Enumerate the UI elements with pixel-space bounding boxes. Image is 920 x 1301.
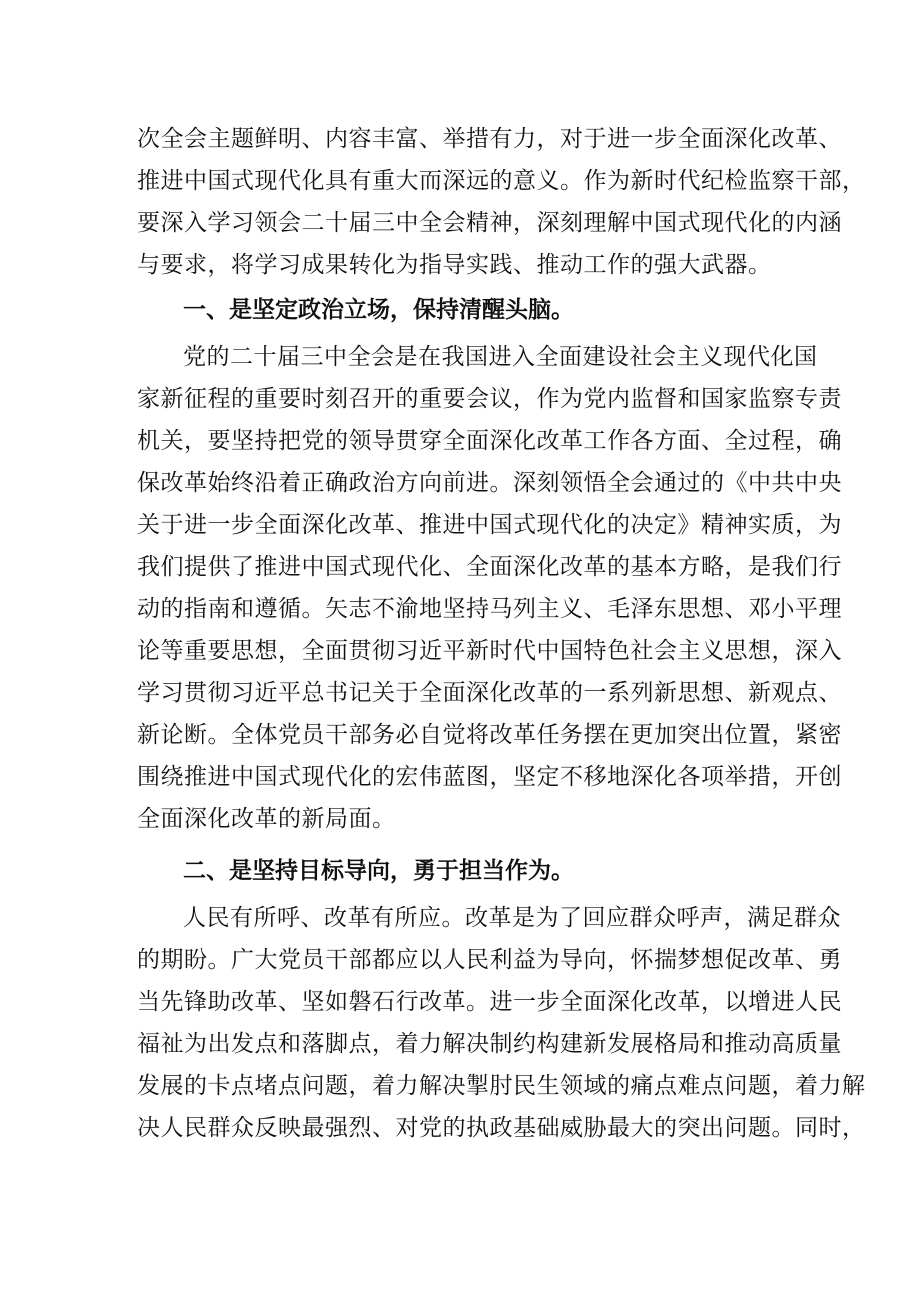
paragraph-line: 福祉为出发点和落脚点，着力解决制约构建新发展格局和推动高质量 — [137, 1031, 842, 1057]
paragraph-line: 关于进一步全面深化改革、推进中国式现代化的决定》精神实质，为 — [137, 512, 842, 538]
paragraph-line: 围绕推进中国式现代化的宏伟蓝图，坚定不移地深化各项举措，开创 — [137, 764, 842, 790]
paragraph-line: 发展的卡点堵点问题，着力解决掣肘民生领域的痛点难点问题，着力解 — [137, 1073, 866, 1099]
paragraph-line: 与要求，将学习成果转化为指导实践、推动工作的强大武器。 — [137, 252, 772, 278]
paragraph-line: 人民有所呼、改革有所应。改革是为了回应群众呼声，满足群众 — [183, 905, 841, 931]
section-heading-1: 一、是坚定政治立场，保持清醒头脑。 — [183, 297, 574, 323]
paragraph-line: 机关，要坚持把党的领导贯穿全面深化改革工作各方面、全过程，确 — [137, 428, 842, 454]
paragraph-line: 我们提供了推进中国式现代化、全面深化改革的基本方略，是我们行 — [137, 554, 842, 580]
paragraph-line: 动的指南和遵循。矢志不渝地坚持马列主义、毛泽东思想、邓小平理 — [137, 596, 842, 622]
paragraph-line: 决人民群众反映最强烈、对党的执政基础威胁最大的突出问题。同时， — [137, 1115, 866, 1141]
paragraph-line: 的期盼。广大党员干部都应以人民利益为导向，怀揣梦想促改革、勇 — [137, 947, 842, 973]
paragraph-line: 学习贯彻习近平总书记关于全面深化改革的一系列新思想、新观点、 — [137, 680, 842, 706]
paragraph-line: 保改革始终沿着正确政治方向前进。深刻领悟全会通过的《中共中央 — [137, 470, 842, 496]
paragraph-line: 论等重要思想，全面贯彻习近平新时代中国特色社会主义思想，深入 — [137, 638, 842, 664]
paragraph-line: 推进中国式现代化具有重大而深远的意义。作为新时代纪检监察干部， — [137, 168, 866, 194]
paragraph-line: 当先锋助改革、坚如磐石行改革。进一步全面深化改革，以增进人民 — [137, 989, 842, 1015]
paragraph-line: 全面深化改革的新局面。 — [137, 806, 396, 832]
section-heading-2: 二、是坚持目标导向，勇于担当作为。 — [183, 858, 574, 884]
paragraph-line: 次全会主题鲜明、内容丰富、举措有力，对于进一步全面深化改革、 — [137, 126, 842, 152]
paragraph-line: 新论断。全体党员干部务必自觉将改革任务摆在更加突出位置，紧密 — [137, 722, 842, 748]
paragraph-line: 家新征程的重要时刻召开的重要会议，作为党内监督和国家监察专责 — [137, 386, 842, 412]
paragraph-line: 要深入学习领会二十届三中全会精神，深刻理解中国式现代化的内涵 — [137, 210, 842, 236]
paragraph-line: 党的二十届三中全会是在我国进入全面建设社会主义现代化国 — [183, 344, 818, 370]
